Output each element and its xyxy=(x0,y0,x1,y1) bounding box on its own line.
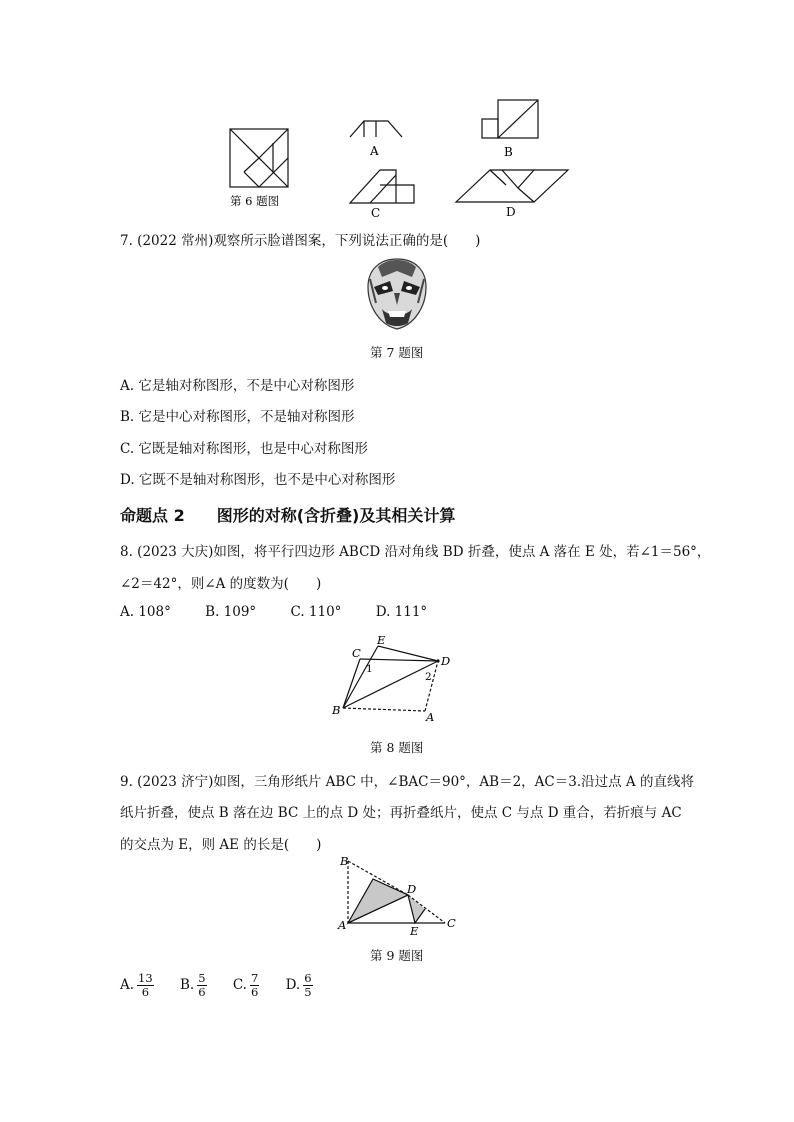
q9-option-c-letter: C. xyxy=(232,977,247,993)
q6-caption: 第 6 题图 xyxy=(230,194,280,208)
q7-option-c[interactable]: C. 它既是轴对称图形，也是中心对称图形 xyxy=(120,441,368,457)
q9-option-a-den: 6 xyxy=(141,985,150,999)
q6-label-b: B xyxy=(504,145,513,159)
q9-option-b-fraction xyxy=(197,972,206,999)
q6-label-c: C xyxy=(371,206,381,220)
q8-option-b[interactable]: B. 109° xyxy=(205,604,257,620)
q9-option-b[interactable] xyxy=(180,972,207,999)
q9-options xyxy=(120,972,313,999)
q8-figure xyxy=(330,632,470,728)
q8-caption: 第 8 题图 xyxy=(370,740,424,755)
q9-option-b-letter: B. xyxy=(179,977,195,993)
q8-options xyxy=(120,604,427,620)
q9-option-b-den: 6 xyxy=(198,985,206,999)
q9-label-d: D xyxy=(407,882,417,896)
shape-b xyxy=(482,100,538,138)
q8-label-a: A xyxy=(426,710,435,724)
q8-label-e: E xyxy=(377,633,386,647)
q6-label-d: D xyxy=(506,205,516,219)
q9-option-c-num: 7 xyxy=(250,971,259,985)
q7-option-d[interactable]: D. 它既不是轴对称图形，也不是中心对称图形 xyxy=(120,472,396,488)
q9-stem-line1: 9. (2023 济宁)如图，三角形纸片 ABC 中，∠BAC＝90°，AB＝2，AC＝3.沿过点 A 的直线将 xyxy=(120,774,694,790)
q9-figure xyxy=(335,853,460,938)
q9-label-a: A xyxy=(338,918,347,932)
q9-option-d[interactable] xyxy=(286,972,313,999)
shape-a xyxy=(350,121,402,137)
section-title: 命题点 2 图形的对称(含折叠)及其相关计算 xyxy=(120,506,456,525)
q9-stem-line3: 的交点为 E，则 AE 的长是( ) xyxy=(120,837,322,853)
q9-option-a[interactable] xyxy=(120,972,154,999)
q7-caption: 第 7 题图 xyxy=(370,345,424,360)
q8-label-1: 1 xyxy=(366,663,373,675)
tangram-square xyxy=(230,129,288,187)
q9-option-d-num: 6 xyxy=(304,971,312,985)
q7-option-a[interactable]: A. 它是轴对称图形，不是中心对称图形 xyxy=(120,378,355,394)
q9-option-d-den: 5 xyxy=(304,985,312,999)
q7-stem: 7. (2022 常州)观察所示脸谱图案，下列说法正确的是( ) xyxy=(120,233,481,249)
opera-mask-image xyxy=(364,257,430,331)
shape-c xyxy=(350,170,414,203)
q7-option-b[interactable]: B. 它是中心对称图形，不是轴对称图形 xyxy=(120,409,355,425)
q9-option-d-fraction xyxy=(303,972,312,999)
q9-option-a-fraction xyxy=(137,972,154,999)
q9-option-c[interactable] xyxy=(233,972,259,999)
q8-option-a[interactable]: A. 108° xyxy=(120,604,171,620)
q9-option-a-num: 13 xyxy=(138,971,153,985)
q9-label-c: C xyxy=(447,916,456,930)
q9-label-e: E xyxy=(410,924,419,938)
q9-option-c-den: 6 xyxy=(250,985,259,999)
q6-label-a: A xyxy=(370,144,379,158)
q8-stem-line2: ∠2＝42°，则∠A 的度数为( ) xyxy=(120,576,322,592)
q6-figures xyxy=(220,95,580,220)
q8-label-d: D xyxy=(441,654,451,668)
shape-d xyxy=(456,170,568,202)
q8-label-2: 2 xyxy=(425,671,432,683)
q9-stem-line2: 纸片折叠，使点 B 落在边 BC 上的点 D 处；再折叠纸片，使点 C 与点 D 重合，若折痕与 AC xyxy=(120,805,682,821)
q8-option-c[interactable]: C. 110° xyxy=(290,604,342,620)
q9-option-d-letter: D. xyxy=(285,977,301,993)
q8-option-d[interactable]: D. 111° xyxy=(375,604,428,620)
q9-caption: 第 9 题图 xyxy=(370,948,424,963)
q9-option-c-fraction xyxy=(250,972,259,999)
q8-label-b: B xyxy=(332,703,341,717)
q8-label-c: C xyxy=(352,646,361,660)
q9-option-b-num: 5 xyxy=(198,971,206,985)
q9-option-a-letter: A. xyxy=(120,977,135,993)
q9-label-b: B xyxy=(340,854,349,868)
q8-stem-line1: 8. (2023 大庆)如图，将平行四边形 ABCD 沿对角线 BD 折叠，使点 A 落在 E 处，若∠1＝56°， xyxy=(120,544,711,560)
